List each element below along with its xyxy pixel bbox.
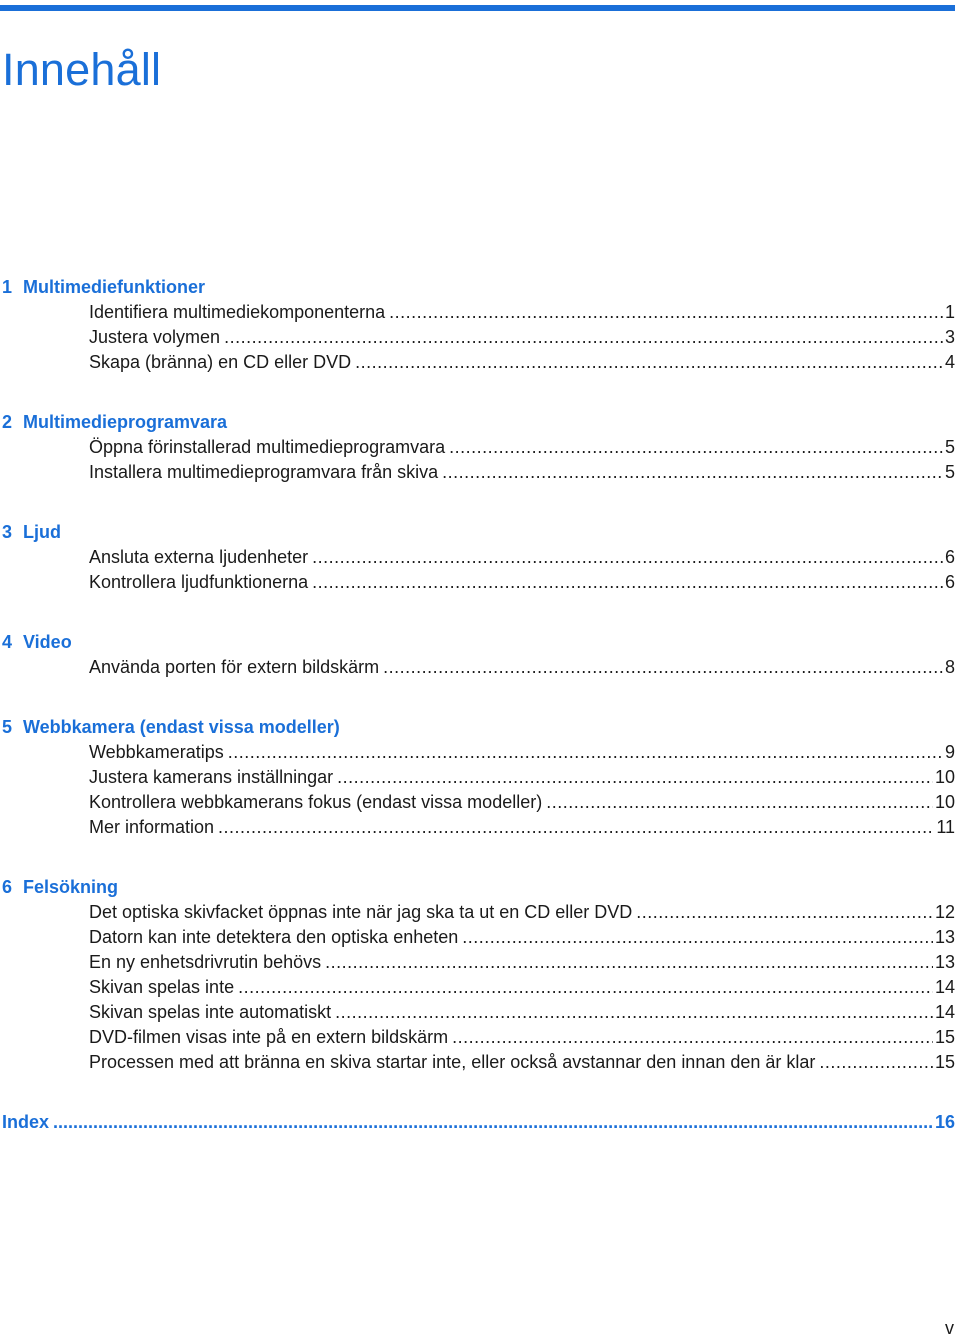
toc-chapter-2 (0, 410, 955, 485)
toc-chapter-1 (0, 275, 955, 375)
spacer (0, 485, 955, 520)
toc-entry[interactable] (0, 1025, 955, 1050)
chapter-title: Video (23, 632, 72, 652)
toc-entry[interactable] (0, 1050, 955, 1075)
entry-page: 9 (944, 742, 955, 762)
spacer (0, 680, 955, 715)
dot-leader (335, 1000, 933, 1025)
dot-leader (228, 740, 943, 765)
entry-title: Processen med att bränna en skiva startar inte, eller också avstannar den innan den är klar (89, 1052, 816, 1072)
header-rule (0, 5, 955, 11)
spacer (0, 1075, 955, 1110)
dot-leader (819, 1050, 933, 1075)
dot-leader (546, 790, 933, 815)
dot-leader (449, 435, 943, 460)
index-page: 16 (934, 1112, 955, 1132)
toc-entry[interactable] (0, 655, 955, 680)
dot-leader (452, 1025, 933, 1050)
entry-page: 13 (934, 952, 955, 972)
dot-leader (636, 900, 933, 925)
chapter-title: Webbkamera (endast vissa modeller) (23, 717, 340, 737)
entry-page: 5 (944, 437, 955, 457)
toc-entry[interactable] (0, 545, 955, 570)
entry-page: 15 (934, 1052, 955, 1072)
dot-leader (238, 975, 933, 1000)
entry-title: Kontrollera ljudfunktionerna (89, 572, 309, 592)
chapter-heading[interactable] (0, 520, 955, 545)
toc-entry[interactable] (0, 950, 955, 975)
entry-title: Installera multimedieprogramvara från skiva (89, 462, 439, 482)
index-title: Index (2, 1112, 50, 1132)
dot-leader (312, 545, 943, 570)
dot-leader (462, 925, 933, 950)
entry-title: Skivan spelas inte (89, 977, 235, 997)
chapter-heading[interactable] (0, 275, 955, 300)
entry-title: Kontrollera webbkamerans fokus (endast vissa modeller) (89, 792, 543, 812)
entry-title: DVD-filmen visas inte på en extern bildskärm (89, 1027, 449, 1047)
toc-entry[interactable] (0, 765, 955, 790)
toc-chapter-6 (0, 875, 955, 1075)
chapter-number: 1 (2, 277, 13, 297)
entry-page: 4 (944, 352, 955, 372)
toc-entry[interactable] (0, 435, 955, 460)
entry-title: Skapa (bränna) en CD eller DVD (89, 352, 352, 372)
dot-leader (53, 1110, 933, 1135)
toc-entry[interactable] (0, 1000, 955, 1025)
entry-title: Skivan spelas inte automatiskt (89, 1002, 332, 1022)
spacer (0, 595, 955, 630)
dot-leader (389, 300, 943, 325)
dot-leader (224, 325, 943, 350)
entry-title: Öppna förinstallerad multimedieprogramvara (89, 437, 446, 457)
entry-title: Ansluta externa ljudenheter (89, 547, 309, 567)
dot-leader (218, 815, 934, 840)
page-number: v (945, 1318, 954, 1338)
toc-chapter-5 (0, 715, 955, 840)
dot-leader (355, 350, 943, 375)
dot-leader (383, 655, 943, 680)
entry-page: 1 (944, 302, 955, 322)
chapter-title: Ljud (23, 522, 61, 542)
entry-page: 14 (934, 977, 955, 997)
entry-page: 6 (944, 572, 955, 592)
toc-entry[interactable] (0, 740, 955, 765)
entry-title: Datorn kan inte detektera den optiska enheten (89, 927, 459, 947)
entry-page: 3 (944, 327, 955, 347)
entry-page: 5 (944, 462, 955, 482)
dot-leader (442, 460, 943, 485)
entry-page: 8 (944, 657, 955, 677)
entry-page: 15 (934, 1027, 955, 1047)
toc-entry[interactable] (0, 325, 955, 350)
entry-title: Identifiera multimediekomponenterna (89, 302, 386, 322)
chapter-number: 2 (2, 412, 13, 432)
entry-title: Mer information (89, 817, 215, 837)
entry-page: 14 (934, 1002, 955, 1022)
chapter-heading[interactable] (0, 715, 955, 740)
toc-chapter-3 (0, 520, 955, 595)
entry-page: 12 (934, 902, 955, 922)
table-of-contents (0, 275, 955, 1135)
entry-title: Justera kamerans inställningar (89, 767, 334, 787)
chapter-heading[interactable] (0, 630, 955, 655)
entry-page: 6 (944, 547, 955, 567)
spacer (0, 840, 955, 875)
chapter-number: 3 (2, 522, 13, 542)
chapter-title: Multimediefunktioner (23, 277, 206, 297)
toc-entry[interactable] (0, 300, 955, 325)
chapter-title: Multimedieprogramvara (23, 412, 228, 432)
dot-leader (312, 570, 943, 595)
entry-page: 10 (934, 792, 955, 812)
chapter-number: 6 (2, 877, 13, 897)
chapter-title: Felsökning (23, 877, 119, 897)
chapter-heading[interactable] (0, 410, 955, 435)
entry-title: Justera volymen (89, 327, 221, 347)
entry-title: Använda porten för extern bildskärm (89, 657, 380, 677)
page-title: Innehåll (2, 44, 162, 96)
toc-entry[interactable] (0, 815, 955, 840)
entry-page: 11 (936, 817, 955, 837)
entry-page: 10 (934, 767, 955, 787)
toc-entry[interactable] (0, 460, 955, 485)
spacer (0, 375, 955, 410)
dot-leader (337, 765, 933, 790)
chapter-number: 4 (2, 632, 13, 652)
toc-index-link[interactable] (0, 1110, 955, 1135)
toc-entry[interactable] (0, 900, 955, 925)
toc-entry[interactable] (0, 975, 955, 1000)
toc-entry[interactable] (0, 790, 955, 815)
entry-title: Det optiska skivfacket öppnas inte när jag ska ta ut en CD eller DVD (89, 902, 633, 922)
chapter-heading[interactable] (0, 875, 955, 900)
entry-title: En ny enhetsdrivrutin behövs (89, 952, 322, 972)
toc-chapter-4 (0, 630, 955, 680)
entry-page: 13 (934, 927, 955, 947)
toc-entry[interactable] (0, 350, 955, 375)
toc-entry[interactable] (0, 570, 955, 595)
chapter-number: 5 (2, 717, 13, 737)
entry-title: Webbkameratips (89, 742, 224, 762)
toc-entry[interactable] (0, 925, 955, 950)
dot-leader (325, 950, 933, 975)
